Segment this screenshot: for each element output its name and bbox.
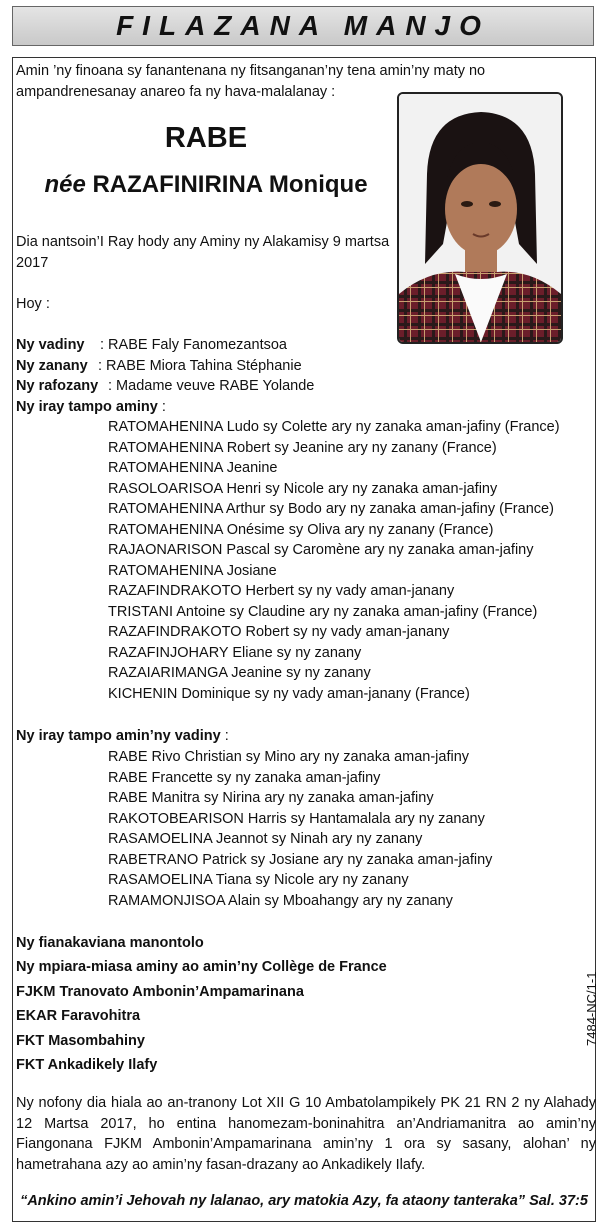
in-laws-label: Ny rafozany — [16, 378, 99, 394]
children-label: Ny zanany — [16, 357, 88, 374]
organization-entry: Ny mpiara-miasa aminy ao amin’ny Collège de France — [16, 959, 387, 976]
spouse-siblings-colon: : — [220, 728, 229, 744]
sibling-entry: RAZAFINDRAKOTO Herbert sy ny vady aman-janany — [108, 583, 455, 599]
in-laws-value: : Madame veuve RABE Yolande — [108, 378, 315, 394]
portrait-image — [399, 94, 561, 342]
maiden-name: RAZAFINIRINA Monique — [92, 171, 368, 198]
siblings-colon: : — [157, 398, 166, 415]
spouse-label: Ny vadiny — [16, 337, 85, 353]
sibling-entry: RASOLOARISOA Henri sy Nicole ary ny zanaka aman-jafiny — [108, 480, 498, 497]
organization-entry: EKAR Faravohitra — [16, 1008, 141, 1025]
spouse-sibling-entry: RABE Rivo Christian sy Mino ary ny zanaka aman-jafiny — [108, 749, 470, 765]
organization-entry: FJKM Tranovato Ambonin’Ampamarinana — [16, 983, 304, 1000]
spouse-sibling-entry: RASAMOELINA Tiana sy Nicole ary ny zanany — [108, 872, 409, 888]
intro-text: Amin ’ny finoana sy fanantenana ny fitsanganan’ny tena amin’ny maty no ampandrenesanay anareo fa ny hava-malalanay : — [16, 63, 486, 100]
sibling-entry: RATOMAHENINA Onésime sy Oliva ary ny zanany (France) — [108, 521, 494, 538]
nee-prefix: née — [44, 171, 86, 198]
page-title: FILAZANA MANJO — [116, 10, 490, 41]
spouse-sibling-entry: RAMAMONJISOA Alain sy Mboahangy ary ny zanany — [108, 892, 453, 909]
hoy-label: Hoy : — [16, 296, 50, 312]
spouse-siblings-label: Ny iray tampo amin’ny vadiny — [16, 728, 221, 744]
spouse-siblings-list — [108, 747, 492, 911]
sibling-entry: RAZAFINJOHARY Eliane sy ny zanany — [108, 644, 362, 661]
sibling-entry: RATOMAHENINA Robert sy Jeanine ary ny zanany (France) — [108, 439, 497, 456]
deceased-surname: RABE — [164, 122, 248, 154]
spouse-sibling-entry: RABETRANO Patrick sy Josiane ary ny zanaka aman-jafiny — [108, 851, 493, 868]
funeral-details: Ny nofony dia hiala ao an-tranony Lot XII G 10 Ambatolampikely PK 21 RN 2 ny Alahady 12 Martsa 2017, ho entina hanomezam-boninahitra an’Andriamanitra ao amin’ny Fiangonana FJKM Ambonin’Ampamarinana amin’ny 1 ora sy sasany, alohan’ ny hametrahana azy ao amin’ny fasan-drazany ao Ankadikely Ilafy. — [16, 1095, 596, 1173]
spouse-siblings-heading — [16, 726, 229, 747]
spouse-sibling-entry: RABE Francette sy ny zanaka aman-jafiny — [108, 769, 381, 786]
siblings-label: Ny iray tampo aminy — [16, 398, 158, 415]
spouse-sibling-entry: RAKOTOBEARISON Harris sy Hantamalala ary ny zanany — [108, 810, 485, 827]
sibling-entry: RAZAFINDRAKOTO Robert sy ny vady aman-janany — [108, 624, 450, 640]
children-value: : RABE Miora Tahina Stéphanie — [98, 357, 302, 374]
sibling-entry: TRISTANI Antoine sy Claudine ary ny zanaka aman-jafiny (France) — [108, 603, 538, 620]
sibling-entry: KICHENIN Dominique sy ny vady aman-janany (France) — [108, 685, 470, 702]
spouse-line — [16, 335, 287, 356]
sibling-entry: RAZAIARIMANGA Jeanine sy ny zanany — [108, 665, 371, 681]
deceased-maiden-name — [16, 168, 396, 202]
organization-entry: FKT Masombahiny — [16, 1032, 145, 1049]
spouse-sibling-entry: RABE Manitra sy Nirina ary ny zanaka aman-jafiny — [108, 790, 434, 806]
sibling-entry: RATOMAHENINA Jeanine — [108, 460, 278, 476]
portrait-photo — [397, 92, 563, 344]
spouse-sibling-entry: RASAMOELINA Jeannot sy Ninah ary ny zanany — [108, 831, 423, 847]
closing-quote: “Ankino amin’i Jehovah ny lalanao, ary matokia Azy, fa ataony tanteraka” Sal. 37:5 — [20, 1193, 588, 1209]
in-laws-line — [16, 376, 314, 397]
sibling-entry: RATOMAHENINA Josiane — [108, 562, 277, 579]
reference-code: 7484-NC/1-1 — [584, 971, 599, 1046]
children-line — [16, 356, 302, 377]
sibling-entry: RATOMAHENINA Arthur sy Bodo ary ny zanaka aman-jafiny (France) — [108, 501, 554, 517]
header-banner — [12, 6, 594, 46]
siblings-list — [108, 417, 560, 704]
organization-entry: FKT Ankadikely Ilafy — [16, 1056, 158, 1073]
organization-entry: Ny fianakaviana manontolo — [16, 935, 204, 951]
death-notice: Dia nantsoin’I Ray hody any Aminy ny Alakamisy 9 martsa 2017 — [16, 234, 390, 271]
sibling-entry: RATOMAHENINA Ludo sy Colette ary ny zanaka aman-jafiny (France) — [108, 419, 560, 435]
sibling-entry: RAJAONARISON Pascal sy Caromène ary ny zanaka aman-jafiny — [108, 542, 534, 558]
organizations-list — [16, 932, 387, 1078]
spouse-value: : RABE Faly Fanomezantsoa — [100, 337, 287, 353]
siblings-heading — [16, 397, 166, 418]
